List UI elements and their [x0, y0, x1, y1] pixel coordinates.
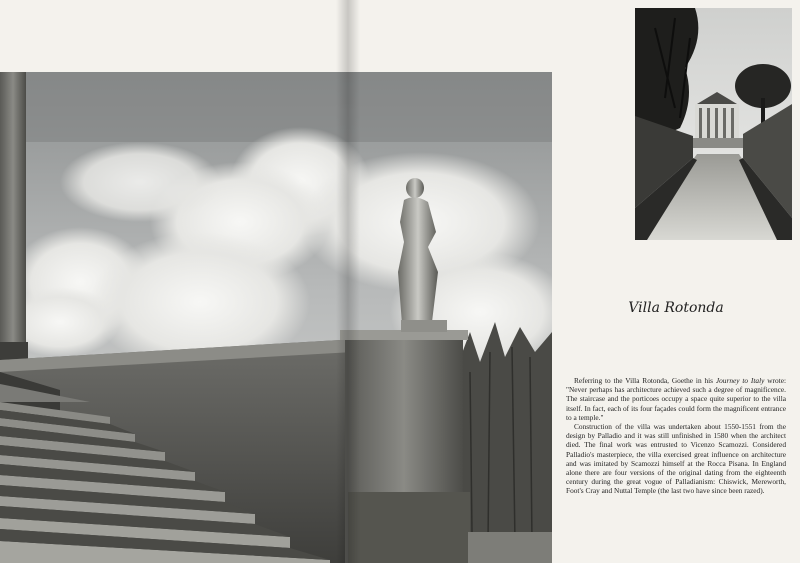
article-title: Villa Rotonda: [628, 300, 724, 316]
villa-avenue-image: [635, 8, 792, 240]
paragraph-text: wrote: "Never perhaps has architecture achieved such a degree of magnificence. The staircase and the porticoes occupy a space quite superior to the villa itself. In fact, each of its four façades could form the magnificent entrance to a temple.": [566, 376, 786, 422]
paragraph-text: Referring to the Villa Rotonda, Goethe in his: [574, 376, 716, 385]
paragraph-construction-history: Construction of the villa was undertaken about 1550-1551 from the design by Palladio and it was still unfinished in 1580 when the architect died. The final work was entrusted to Vicenzo Scamozzi. Considered Palladio's masterpiece, the villa exercised great influence on architecture and was imitated by Scamozzi himself at the Rocca Pisana. In England alone there are four versions of the original dating from the eighteenth century during the great vogue of Palladianism: Chiswick, Mereworth, Foot's Cray and Nuttal Temple (the last two have since been razed).: [566, 422, 786, 496]
main-photograph: [0, 72, 552, 563]
paragraph-goethe-quote: [566, 376, 786, 422]
statue-staircase-image: [0, 72, 552, 563]
book-title: Journey to Italy: [715, 376, 765, 385]
article-body: [566, 376, 786, 496]
inset-photograph: [635, 8, 792, 240]
